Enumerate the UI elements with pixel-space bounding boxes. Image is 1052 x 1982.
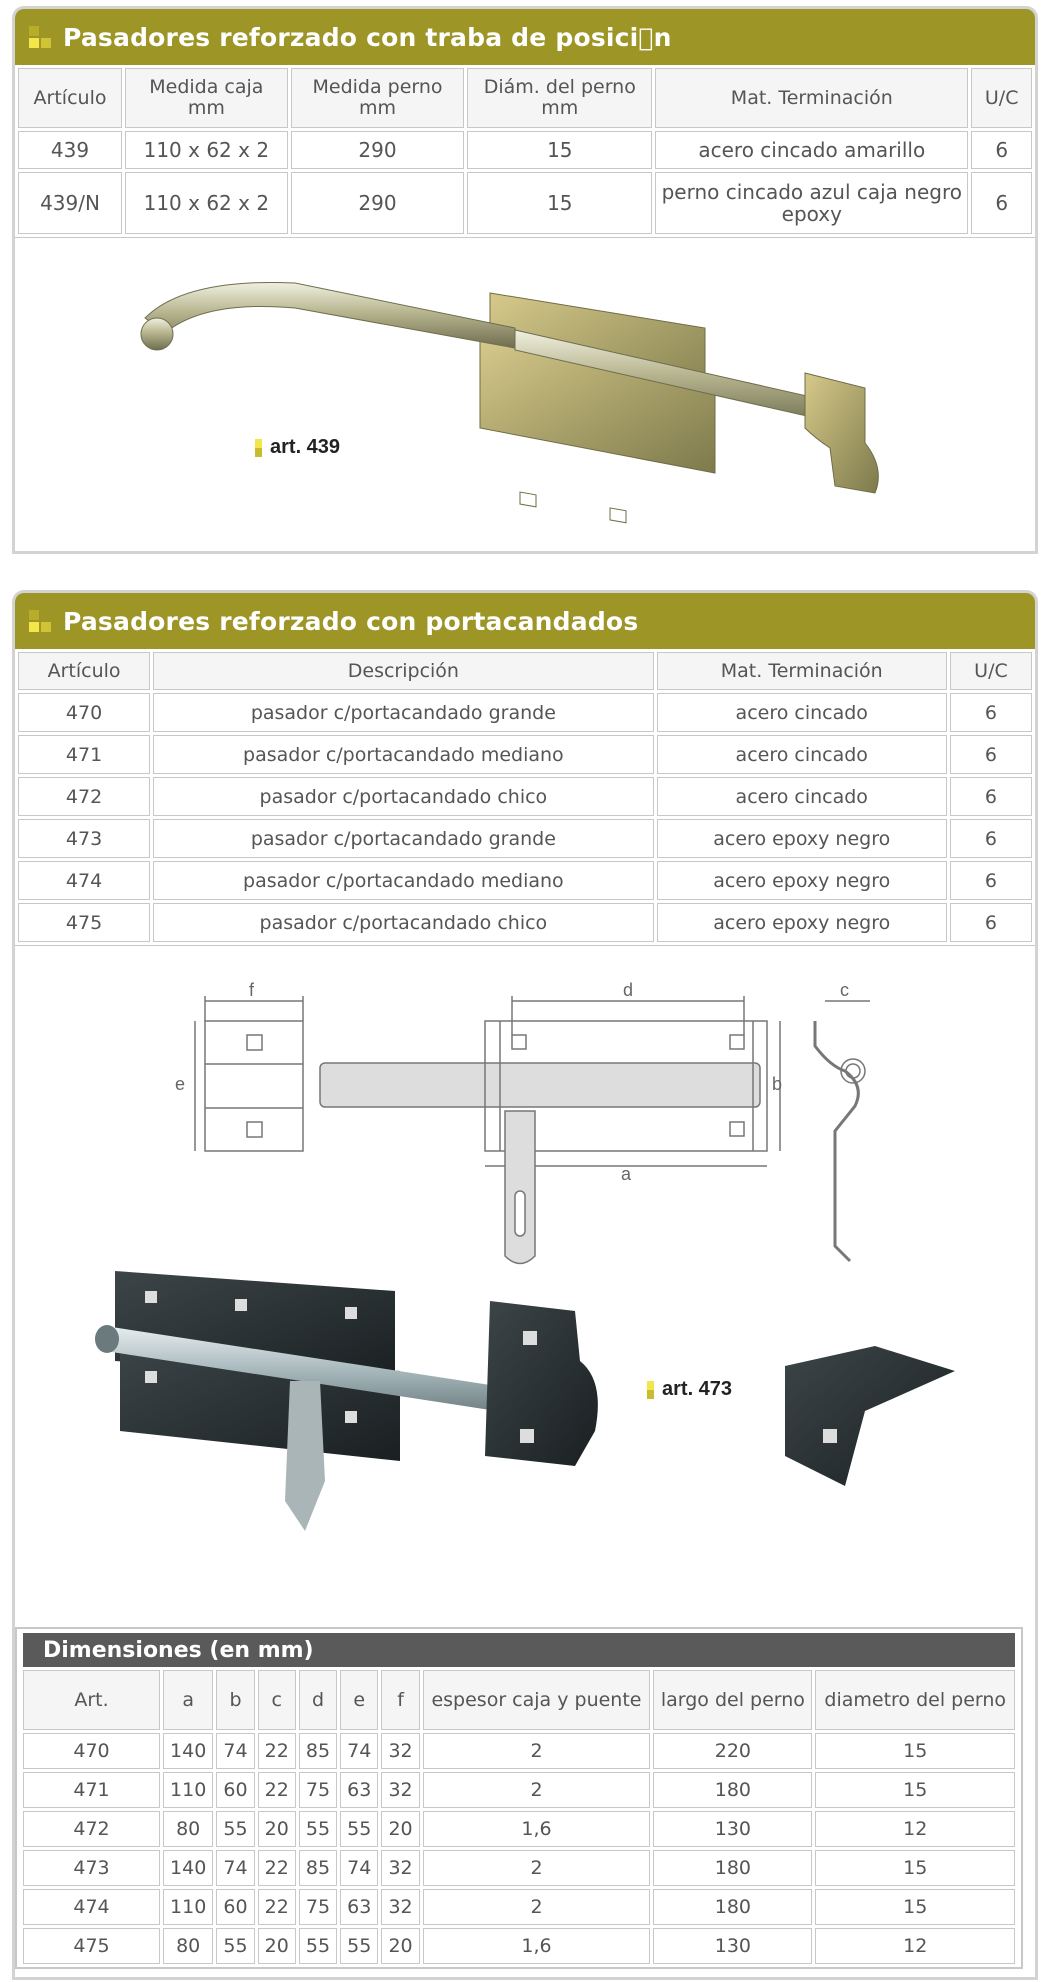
table-cell: acero cincado <box>657 777 947 816</box>
table-cell: acero epoxy negro <box>657 861 947 900</box>
table-cell: 32 <box>381 1850 419 1886</box>
table-row <box>18 172 1032 234</box>
diagram-label-f: f <box>249 980 255 1000</box>
column-header: Mat. Terminación <box>657 652 947 690</box>
table-cell: 475 <box>18 903 150 942</box>
table-cell: 110 <box>163 1889 213 1925</box>
table-cell: 22 <box>258 1889 296 1925</box>
diagram-label-e: e <box>175 1074 186 1094</box>
table-cell: 180 <box>653 1772 812 1808</box>
table-cell: 472 <box>18 777 150 816</box>
caption-text: art. 473 <box>662 1378 733 1400</box>
table-cell: 180 <box>653 1889 812 1925</box>
section-header <box>15 9 1035 65</box>
table-row <box>23 1850 1015 1886</box>
table-cell: 22 <box>258 1772 296 1808</box>
table-cell: 60 <box>216 1772 254 1808</box>
table-cell: 20 <box>381 1928 419 1964</box>
bolt-image-473 <box>15 1251 1035 1591</box>
table-row <box>18 861 1032 900</box>
table-cell: 2 <box>423 1772 651 1808</box>
table-cell: 32 <box>381 1733 419 1769</box>
caption-439 <box>255 436 340 459</box>
table-cell: 55 <box>340 1928 378 1964</box>
table-row <box>23 1928 1015 1964</box>
table-row <box>23 1811 1015 1847</box>
table-row <box>18 777 1032 816</box>
product-image-area <box>15 237 1035 526</box>
table-header-row <box>18 652 1032 690</box>
diagram-label-a: a <box>621 1164 632 1184</box>
product-table <box>15 649 1035 945</box>
column-header: U/C <box>950 652 1032 690</box>
table-cell: pasador c/portacandado chico <box>153 903 653 942</box>
column-header: e <box>340 1670 378 1730</box>
caption-marker-icon <box>647 1381 654 1399</box>
column-header: f <box>381 1670 419 1730</box>
table-cell: 22 <box>258 1733 296 1769</box>
table-cell: 55 <box>216 1928 254 1964</box>
section-header <box>15 593 1035 649</box>
dimensions-table <box>17 1667 1021 1967</box>
table-cell: acero epoxy negro <box>657 819 947 858</box>
table-cell: 110 x 62 x 2 <box>125 172 288 234</box>
table-header-row <box>23 1670 1015 1730</box>
table-row <box>18 735 1032 774</box>
product-image-area <box>15 945 1035 1606</box>
table-cell: 20 <box>258 1928 296 1964</box>
table-cell: acero cincado <box>657 693 947 732</box>
table-cell: pasador c/portacandado mediano <box>153 735 653 774</box>
section-title: Pasadores reforzado con traba de posici n <box>63 22 672 52</box>
table-row <box>23 1733 1015 1769</box>
column-header: Artículo <box>18 652 150 690</box>
diagram-label-d: d <box>623 980 634 1000</box>
table-cell: 15 <box>467 131 652 169</box>
table-cell: 472 <box>23 1811 160 1847</box>
table-cell: 110 x 62 x 2 <box>125 131 288 169</box>
table-cell: 85 <box>299 1850 337 1886</box>
table-cell: 180 <box>653 1850 812 1886</box>
table-cell: 474 <box>23 1889 160 1925</box>
table-cell: 470 <box>18 693 150 732</box>
table-row <box>18 903 1032 942</box>
table-cell: 20 <box>381 1811 419 1847</box>
table-header-row <box>18 68 1032 128</box>
table-cell: 55 <box>216 1811 254 1847</box>
column-header: a <box>163 1670 213 1730</box>
table-cell: pasador c/portacandado chico <box>153 777 653 816</box>
table-cell: 140 <box>163 1850 213 1886</box>
table-cell: 473 <box>23 1850 160 1886</box>
table-cell: 85 <box>299 1733 337 1769</box>
table-cell: 1,6 <box>423 1928 651 1964</box>
table-cell: 6 <box>971 131 1032 169</box>
bolt-image-439 <box>15 238 1035 526</box>
table-cell: 74 <box>216 1733 254 1769</box>
caption-473 <box>647 1378 732 1401</box>
table-cell: acero epoxy negro <box>657 903 947 942</box>
technical-diagram <box>15 946 1035 1266</box>
table-row <box>23 1889 1015 1925</box>
column-header: Mat. Terminación <box>655 68 968 128</box>
table-cell: 55 <box>299 1928 337 1964</box>
table-cell: 6 <box>950 735 1032 774</box>
table-row <box>18 131 1032 169</box>
table-cell: 474 <box>18 861 150 900</box>
column-header: Diám. del perno mm <box>467 68 652 128</box>
table-cell: 20 <box>258 1811 296 1847</box>
section-traba-panel <box>12 6 1038 554</box>
table-cell: 74 <box>216 1850 254 1886</box>
table-row <box>18 693 1032 732</box>
table-row <box>18 819 1032 858</box>
column-header: d <box>299 1670 337 1730</box>
table-cell: 290 <box>291 172 465 234</box>
column-header: Descripción <box>153 652 653 690</box>
table-cell: 471 <box>23 1772 160 1808</box>
table-cell: 80 <box>163 1811 213 1847</box>
table-cell: 15 <box>815 1772 1015 1808</box>
column-header: Artículo <box>18 68 122 128</box>
table-cell: 473 <box>18 819 150 858</box>
table-cell: 471 <box>18 735 150 774</box>
column-header: espesor caja y puente <box>423 1670 651 1730</box>
table-cell: 55 <box>299 1811 337 1847</box>
table-cell: 32 <box>381 1889 419 1925</box>
bullet-icon <box>29 610 51 632</box>
dimensions-title: Dimensiones (en mm) <box>23 1633 1015 1667</box>
caption-marker-icon <box>255 439 262 457</box>
table-cell: acero cincado <box>657 735 947 774</box>
column-header: largo del perno <box>653 1670 812 1730</box>
table-cell: 475 <box>23 1928 160 1964</box>
table-cell: 290 <box>291 131 465 169</box>
table-cell: 439 <box>18 131 122 169</box>
table-cell: 6 <box>950 777 1032 816</box>
column-header: Art. <box>23 1670 160 1730</box>
table-cell: 12 <box>815 1811 1015 1847</box>
column-header: diametro del perno <box>815 1670 1015 1730</box>
table-cell: pasador c/portacandado mediano <box>153 861 653 900</box>
table-cell: acero cincado amarillo <box>655 131 968 169</box>
table-cell: 74 <box>340 1850 378 1886</box>
table-cell: 63 <box>340 1889 378 1925</box>
column-header: Medida perno mm <box>291 68 465 128</box>
caption-text: art. 439 <box>270 436 341 458</box>
table-cell: 15 <box>815 1733 1015 1769</box>
table-cell: 15 <box>467 172 652 234</box>
table-cell: 75 <box>299 1772 337 1808</box>
table-cell: 2 <box>423 1850 651 1886</box>
table-cell: 12 <box>815 1928 1015 1964</box>
table-cell: 6 <box>950 903 1032 942</box>
table-cell: perno cincado azul caja negro epoxy <box>655 172 968 234</box>
table-cell: pasador c/portacandado grande <box>153 819 653 858</box>
table-cell: 470 <box>23 1733 160 1769</box>
table-cell: 6 <box>950 819 1032 858</box>
table-cell: 130 <box>653 1811 812 1847</box>
column-header: Medida caja mm <box>125 68 288 128</box>
bullet-icon <box>29 26 51 48</box>
section-title: Pasadores reforzado con portacandados <box>63 606 639 636</box>
table-cell: 130 <box>653 1928 812 1964</box>
table-cell: 439/N <box>18 172 122 234</box>
table-row <box>23 1772 1015 1808</box>
column-header: b <box>216 1670 254 1730</box>
table-cell: 2 <box>423 1889 651 1925</box>
product-table <box>15 65 1035 237</box>
table-cell: 75 <box>299 1889 337 1925</box>
table-cell: 15 <box>815 1850 1015 1886</box>
table-cell: 60 <box>216 1889 254 1925</box>
column-header: U/C <box>971 68 1032 128</box>
table-cell: 220 <box>653 1733 812 1769</box>
dimensions-panel <box>15 1627 1023 1969</box>
table-cell: 110 <box>163 1772 213 1808</box>
diagram-label-b: b <box>772 1074 783 1094</box>
table-cell: 2 <box>423 1733 651 1769</box>
table-cell: 15 <box>815 1889 1015 1925</box>
table-cell: 1,6 <box>423 1811 651 1847</box>
table-cell: 63 <box>340 1772 378 1808</box>
table-cell: 6 <box>950 861 1032 900</box>
column-header: c <box>258 1670 296 1730</box>
table-cell: 80 <box>163 1928 213 1964</box>
table-cell: 22 <box>258 1850 296 1886</box>
table-cell: 6 <box>950 693 1032 732</box>
table-cell: pasador c/portacandado grande <box>153 693 653 732</box>
table-cell: 55 <box>340 1811 378 1847</box>
table-cell: 32 <box>381 1772 419 1808</box>
table-cell: 6 <box>971 172 1032 234</box>
table-cell: 74 <box>340 1733 378 1769</box>
diagram-label-c: c <box>840 980 849 1000</box>
table-cell: 140 <box>163 1733 213 1769</box>
